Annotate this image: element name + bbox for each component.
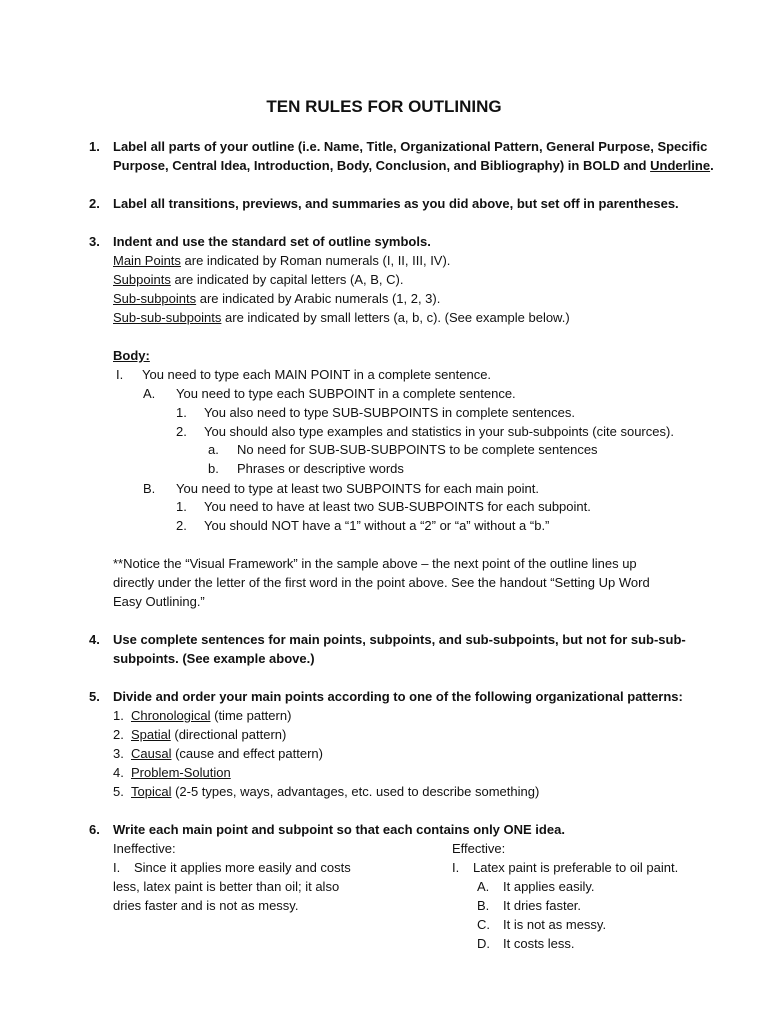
symbol-desc: are indicated by small letters (a, b, c). (See example below.) — [221, 310, 570, 325]
pattern-number: 1. — [113, 708, 124, 723]
outline-text: You also need to type SUB-SUBPOINTS in complete sentences. — [204, 405, 575, 420]
rule-number: 4. — [89, 632, 100, 647]
outline-marker: D. — [477, 936, 490, 951]
rule-number: 3. — [89, 234, 100, 249]
symbol-definition — [113, 290, 440, 308]
rule-text: Write each main point and subpoint so that each contains only ONE idea. — [113, 822, 565, 837]
underline-word: Underline — [650, 158, 711, 173]
outline-text: You need to type each MAIN POINT in a complete sentence. — [142, 367, 492, 382]
ineffective-text: dries faster and is not as messy. — [113, 898, 299, 913]
pattern-item — [131, 745, 323, 763]
outline-text: You need to type at least two SUBPOINTS for each main point. — [176, 481, 539, 496]
rule-number: 5. — [89, 689, 100, 704]
rule-number: 6. — [89, 822, 100, 837]
outline-text: You need to type each SUBPOINT in a complete sentence. — [176, 386, 516, 401]
outline-text: No need for SUB-SUB-SUBPOINTS to be complete sentences — [237, 442, 598, 457]
pattern-desc: (2-5 types, ways, advantages, etc. used to describe something) — [171, 784, 540, 799]
pattern-desc: (cause and effect pattern) — [171, 746, 323, 761]
outline-marker: I. — [452, 860, 460, 875]
symbol-term: Sub-sub-subpoints — [113, 310, 222, 325]
rule-number: 1. — [89, 139, 100, 154]
rule-text-part: . — [710, 158, 714, 173]
pattern-desc: (directional pattern) — [170, 727, 287, 742]
ineffective-text: Since it applies more easily and costs — [134, 860, 351, 875]
pattern-item — [131, 764, 231, 782]
rule-text: Use complete sentences for main points, subpoints, and sub-subpoints, but not for sub-sub- — [113, 632, 686, 647]
pattern-desc: (time pattern) — [210, 708, 292, 723]
page-title: TEN RULES FOR OUTLINING — [266, 97, 502, 116]
outline-text: You should NOT have a “1” without a “2” or “a” without a “b.” — [204, 518, 550, 533]
pattern-term: Spatial — [131, 727, 171, 742]
symbol-term: Subpoints — [113, 272, 171, 287]
symbol-term: Sub-subpoints — [113, 291, 197, 306]
effective-sub-text: It dries faster. — [503, 898, 582, 913]
outline-marker: I. — [116, 367, 124, 382]
rule-text: Label all parts of your outline (i.e. Name, Title, Organizational Pattern, General Purpose, Specific — [113, 139, 708, 154]
rule-text-continued — [113, 157, 714, 175]
pattern-item — [131, 726, 286, 744]
outline-marker: a. — [208, 442, 219, 457]
outline-marker: A. — [143, 386, 156, 401]
outline-marker: B. — [143, 481, 156, 496]
pattern-term: Topical — [131, 784, 172, 799]
symbol-term: Main Points — [113, 253, 181, 268]
outline-marker: A. — [477, 879, 490, 894]
rule-text-continued: subpoints. (See example above.) — [113, 651, 315, 666]
effective-main-text: Latex paint is preferable to oil paint. — [473, 860, 679, 875]
rule-text: Label all transitions, previews, and summaries as you did above, but set off in parentheses. — [113, 196, 679, 211]
effective-label: Effective: — [452, 841, 506, 856]
pattern-term: Causal — [131, 746, 172, 761]
pattern-item — [131, 707, 291, 725]
outline-marker: 2. — [176, 424, 187, 439]
body-label: Body: — [113, 348, 150, 363]
effective-sub-text: It costs less. — [503, 936, 575, 951]
outline-text: You should also type examples and statistics in your sub-subpoints (cite sources). — [204, 424, 674, 439]
outline-marker: I. — [113, 860, 121, 875]
rule-text-part: Purpose, Central Idea, Introduction, Body, Conclusion, and Bibliography) in BOLD and — [113, 158, 651, 173]
effective-sub-text: It applies easily. — [503, 879, 595, 894]
symbol-desc: are indicated by capital letters (A, B, C). — [170, 272, 404, 287]
effective-sub-text: It is not as messy. — [503, 917, 607, 932]
pattern-item — [131, 783, 539, 801]
outline-marker: B. — [477, 898, 490, 913]
symbol-definition — [113, 309, 570, 327]
outline-text: Phrases or descriptive words — [237, 461, 404, 476]
notice-text: Easy Outlining.” — [113, 594, 205, 609]
pattern-term: Chronological — [131, 708, 211, 723]
symbol-definition — [113, 271, 403, 289]
outline-marker: 1. — [176, 499, 187, 514]
symbol-desc: are indicated by Roman numerals (I, II, III, IV). — [180, 253, 451, 268]
outline-marker: b. — [208, 461, 219, 476]
symbol-definition — [113, 252, 450, 270]
notice-text: **Notice the “Visual Framework” in the sample above – the next point of the outline lines up — [113, 556, 637, 571]
pattern-term: Problem-Solution — [131, 765, 231, 780]
pattern-number: 3. — [113, 746, 124, 761]
pattern-number: 4. — [113, 765, 124, 780]
outline-marker: 2. — [176, 518, 187, 533]
ineffective-text: less, latex paint is better than oil; it also — [113, 879, 340, 894]
notice-text: directly under the letter of the first word in the point above. See the handout “Setting Up Word — [113, 575, 650, 590]
outline-text: You need to have at least two SUB-SUBPOINTS for each subpoint. — [204, 499, 591, 514]
pattern-number: 5. — [113, 784, 124, 799]
outline-marker: C. — [477, 917, 490, 932]
ineffective-label: Ineffective: — [113, 841, 176, 856]
rule-number: 2. — [89, 196, 100, 211]
outline-marker: 1. — [176, 405, 187, 420]
pattern-number: 2. — [113, 727, 124, 742]
rule-text: Indent and use the standard set of outline symbols. — [113, 234, 431, 249]
symbol-desc: are indicated by Arabic numerals (1, 2, 3). — [196, 291, 441, 306]
rule-text: Divide and order your main points according to one of the following organizational patterns: — [113, 689, 683, 704]
